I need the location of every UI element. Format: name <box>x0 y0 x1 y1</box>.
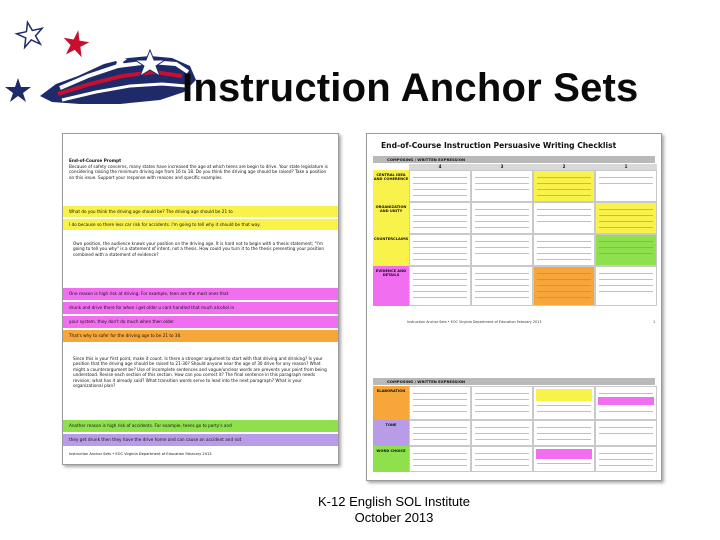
score-col-3: 3 <box>471 164 533 170</box>
checklist-footer: Instruction Anchor Sets • EOC Virginia Department of Education February 2013 <box>407 320 542 324</box>
rubric-cell <box>409 446 471 472</box>
rubric-cell <box>409 170 471 202</box>
rubric-cell <box>471 420 533 446</box>
rubric-cell <box>409 234 471 266</box>
highlight-magenta-1 <box>63 288 338 300</box>
row-label: COUNTERCLAIMS <box>373 234 409 266</box>
rubric-cell <box>533 420 595 446</box>
score-col-2: 2 <box>533 164 595 170</box>
rubric-cell-highlighted <box>595 234 657 266</box>
section-header-top <box>373 156 655 163</box>
rubric-cell <box>533 386 595 420</box>
section-header-bottom <box>373 378 655 385</box>
rubric-cell-highlighted <box>533 266 595 306</box>
rubric-cell <box>471 202 533 234</box>
rubric-cell <box>533 446 595 472</box>
row-label: ELABORATION <box>373 386 409 420</box>
row-label: WORD CHOICE <box>373 446 409 472</box>
essay-line: What do you think the driving age should be? The driving age should be 21 to <box>69 209 233 214</box>
row-label: CENTRAL IDEA AND COHERENCE <box>373 170 409 202</box>
rubric-cell <box>533 202 595 234</box>
institute-logo <box>0 0 200 120</box>
student-essay-document <box>62 133 339 465</box>
essay-line: One reason is high risk at driving. For example, teen are the most ones that <box>69 291 229 296</box>
section-label: COMPOSING / WRITTEN EXPRESSION <box>387 157 466 162</box>
rubric-cell <box>409 386 471 420</box>
highlight-yellow-1 <box>63 206 338 217</box>
writing-checklist-document <box>366 133 662 481</box>
rubric-cell <box>471 266 533 306</box>
row-label: EVIDENCE AND DETAILS <box>373 266 409 306</box>
page-number: 1 <box>653 320 656 324</box>
red-star-icon <box>61 28 91 58</box>
rubric-cell <box>409 266 471 306</box>
rubric-cell <box>471 386 533 420</box>
flag-state-shape <box>40 50 196 104</box>
rubric-cell <box>471 234 533 266</box>
prompt-text: Because of safety concerns, many states have increased the age at which teens are begin to drive. Your state legislature is considering raising the minimum driving age from 16 to 18. Do you think the driving age should be raised? Take a position on this issue. Support your response with reasons and specific examples. <box>69 164 328 180</box>
rubric-cell <box>595 266 657 306</box>
highlight-green-1 <box>63 420 338 432</box>
essay-line: That's why to safer for the driving age to be 21 to 30. <box>69 333 182 338</box>
essay-line: drunk and drive there for when i get older u cant handled that much alcohol in <box>69 305 235 310</box>
essay-line: I do because so there less car risk for accidents. I'm going to tell why it should be that way. <box>69 222 261 227</box>
slide-title: Instruction Anchor Sets <box>182 66 639 110</box>
rubric-cell <box>409 202 471 234</box>
rubric-cell <box>409 420 471 446</box>
teacher-comment-1: Own position, the audience knows your position on the driving age. It is hard not to begin with a thesis statement; "I'm going to tell you why" is a statement of intent, not a thesis. How could you turn it to the thesis presenting your position combined with a statement of evidence? <box>73 241 325 257</box>
rubric-cell <box>533 234 595 266</box>
highlight-yellow-2 <box>63 219 338 230</box>
caption-line-2: October 2013 <box>354 510 434 525</box>
rubric-cell <box>471 446 533 472</box>
essay-line: Another reason is high risk of accidents. For example, teens go to party's and <box>69 423 232 428</box>
rubric-cell <box>595 386 657 420</box>
rubric-cell <box>471 170 533 202</box>
rubric-cell <box>595 446 657 472</box>
navy-star-icon <box>5 78 31 102</box>
rubric-cell <box>595 420 657 446</box>
essay-line: they get drunk then they have the drive home and can cause an accident and not <box>69 437 242 442</box>
prompt-heading: End-of-Course Prompt <box>69 158 122 163</box>
teacher-comment-2: Since this is your first point, make it count. Is there a stronger argument to start with that driving and drinking? Is your position that the driving age should be raised to 21-30? Should anyone near the age of 30 drive for any reason? What might a counterargument be? Use of incomplete sentences and vague/unclear words are prevents your point from being understood. Revise each section of this section. How can you correct it? The final sentence in this paragraph needs revision; what has it already said? What transition words serve to lead into the next paragraph? What is your organizational plan? <box>73 356 327 389</box>
caption-line-1: K-12 English SOL Institute <box>318 494 470 509</box>
highlight-purple-1 <box>63 434 338 446</box>
checklist-title: End-of-Course Instruction Persuasive Writing Checklist <box>381 141 617 150</box>
essay-line: your system. they don't do much when then older <box>69 319 174 324</box>
score-col-1: 1 <box>595 164 657 170</box>
doc-footer: Instruction Anchor Sets • EOC Virginia Department of Education February 2013 <box>69 452 212 456</box>
highlight-magenta-3 <box>63 316 338 328</box>
section-label: COMPOSING / WRITTEN EXPRESSION <box>387 379 466 384</box>
rubric-cell-highlighted <box>533 170 595 202</box>
white-star-icon <box>15 20 45 49</box>
row-label: TONE <box>373 420 409 446</box>
slide-caption <box>296 494 492 526</box>
row-label: ORGANIZATION AND UNITY <box>373 202 409 234</box>
highlight-magenta-2 <box>63 302 338 314</box>
score-col-4: 4 <box>409 164 471 170</box>
rubric-cell-highlighted <box>595 202 657 234</box>
highlight-orange-1 <box>63 330 338 342</box>
rubric-cell <box>595 170 657 202</box>
